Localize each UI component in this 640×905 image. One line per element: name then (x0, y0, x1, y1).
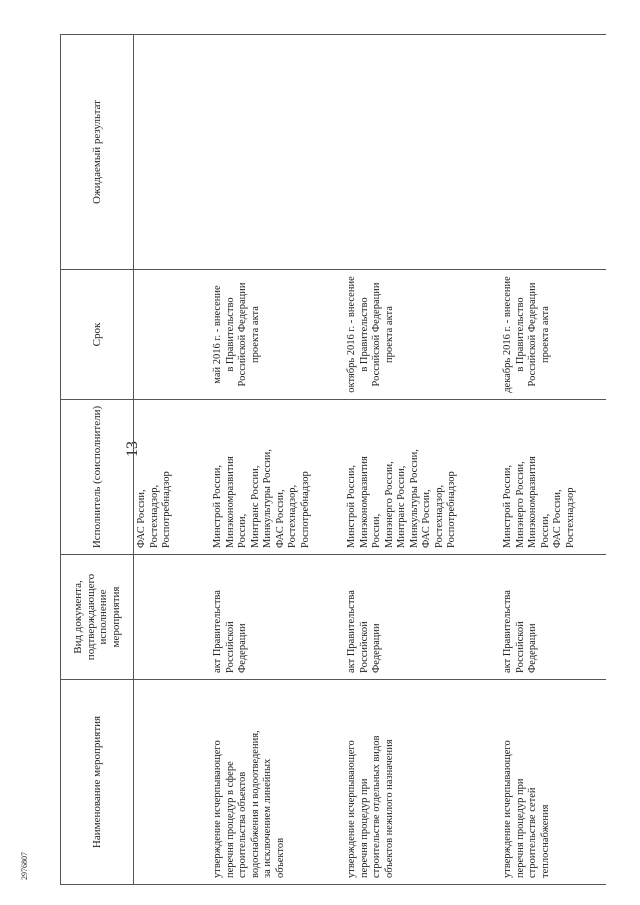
table-row (134, 35, 211, 885)
header-executor: Исполнитель (соисполнители) (61, 400, 134, 555)
cell-deadline (134, 270, 211, 400)
header-deadline: Срок (61, 270, 134, 400)
cell-result (344, 35, 500, 270)
cell-name (134, 680, 211, 885)
cell-doc-type: акт Правительства Российской Федерации (344, 555, 500, 680)
cell-result (210, 35, 344, 270)
table-header-row (61, 35, 134, 885)
cell-doc-type: акт Правительства Российской Федерации (210, 555, 344, 680)
cell-deadline: май 2016 г. - внесение в Правительство Российской Федерации проекта акта (210, 270, 344, 400)
cell-executor: Минстрой России, Минэкономразвития России, Минтранс России, Минкультуры России, ФАС России, Ростехнадзор, Роспотребнадзор (210, 400, 344, 555)
cell-executor: ФАС России, Ростехнадзор, Роспотребнадзор (134, 400, 211, 555)
cell-name: утверждение исчерпывающего перечня процедур при строительстве сетей теплоснабжения (500, 680, 606, 885)
table-row (500, 35, 606, 885)
header-doc-type: Вид документа, подтверждающего исполнение мероприятия (61, 555, 134, 680)
cell-executor: Минстрой России, Минэнерго России, Минэкономразвития России, ФАС России, Ростехнадзор (500, 400, 606, 555)
cell-deadline: декабрь 2016 г. - внесение в Правительство Российской Федерации проекта акта (500, 270, 606, 400)
table-row (344, 35, 500, 885)
cell-name: утверждение исчерпывающего перечня процедур в сфере строительства объектов водоснабжения и водоотведения, за исключением линейных объектов (210, 680, 344, 885)
header-result: Ожидаемый результат (61, 35, 134, 270)
cell-doc-type (134, 555, 211, 680)
cell-result (500, 35, 606, 270)
table-row (210, 35, 344, 885)
cell-doc-type: акт Правительства Российской Федерации (500, 555, 606, 680)
measures-table (60, 34, 606, 885)
header-name: Наименование мероприятия (61, 680, 134, 885)
rotated-table-sheet (60, 35, 615, 885)
cell-result (134, 35, 211, 270)
document-id: 2976807 (20, 852, 29, 880)
cell-deadline: октябрь 2016 г. - внесение в Правительство Российской Федерации проекта акта (344, 270, 500, 400)
cell-name: утверждение исчерпывающего перечня процедур при строительстве отдельных видов объектов нежилого назначения (344, 680, 500, 885)
page-number: 13 (124, 441, 141, 457)
cell-executor: Минстрой России, Минэкономразвития России, Минэнерго России, Минтранс России, Минкультуры России, ФАС России, Ростехнадзор, Роспотребнадзор (344, 400, 500, 555)
